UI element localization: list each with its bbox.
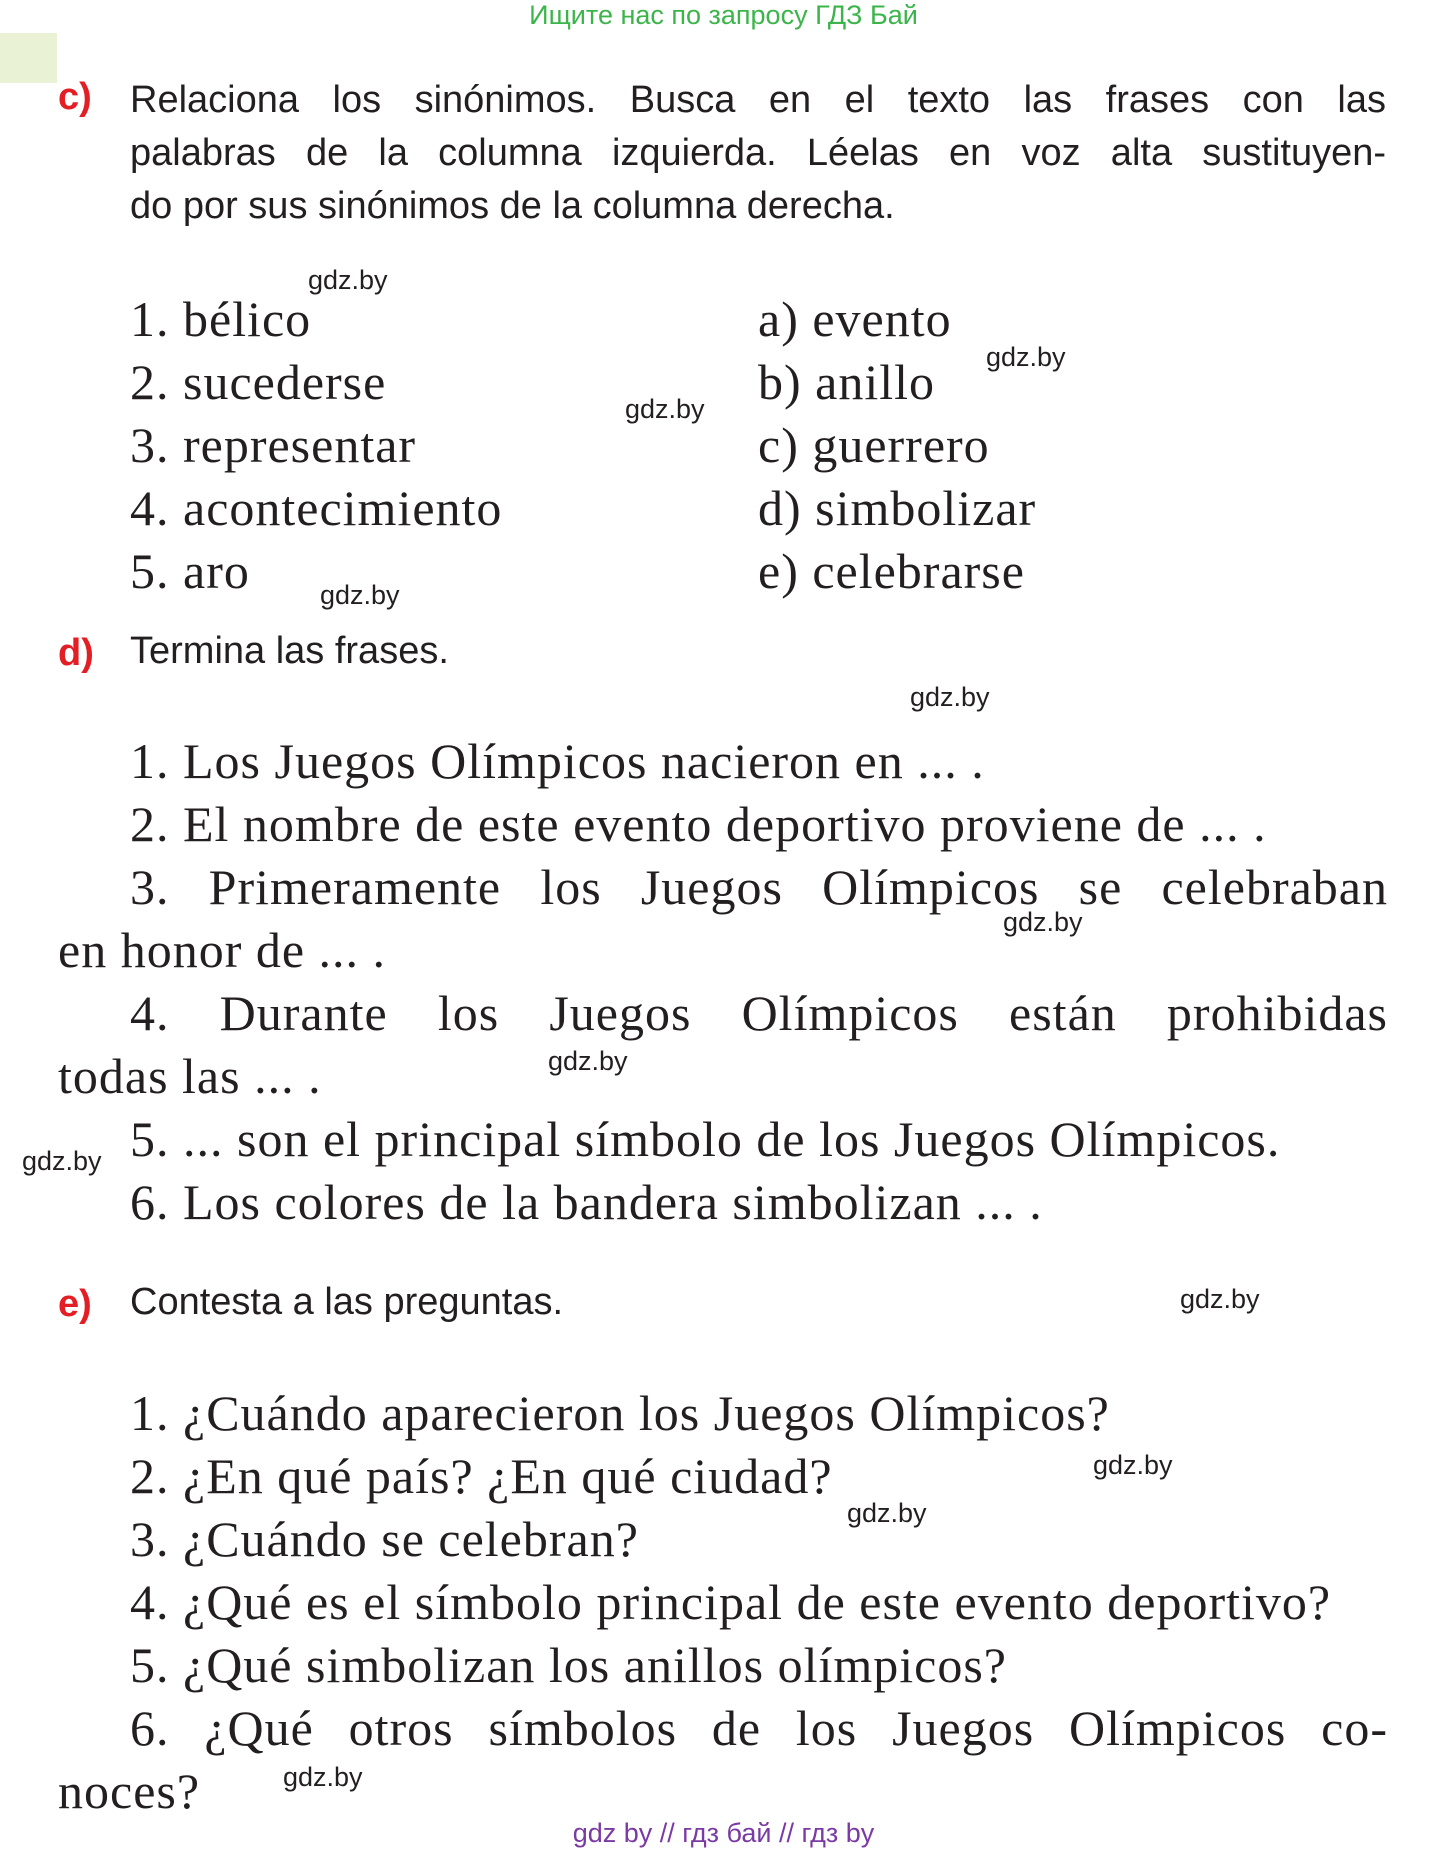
question-item: 3. ¿Cuándo se celebran? [130, 1511, 639, 1567]
synonym-right-c: c) guerrero [758, 417, 990, 473]
instruction-line: do por sus sinónimos de la columna derecha. [130, 185, 895, 227]
question-item: 5. ¿Qué simbolizan los anillos olímpicos? [130, 1637, 1007, 1693]
section-e-instruction: Contesta a las preguntas. [130, 1281, 564, 1323]
question-item-continuation: noces? [58, 1763, 201, 1819]
top-banner: Ищите нас по запросу ГДЗ Бай [529, 0, 918, 30]
section-d-instruction: Termina las frases. [130, 630, 449, 672]
question-item: 6. ¿Qué otros símbolos de los Juegos Olímpicos co- [130, 1700, 1388, 1756]
section-e-letter: e) [58, 1283, 92, 1325]
question-item: 1. ¿Cuándo aparecieron los Juegos Olímpicos? [130, 1385, 1110, 1441]
synonym-left-2: 2. sucederse [130, 354, 387, 410]
watermark: gdz.by [22, 1146, 102, 1176]
watermark: gdz.by [1093, 1450, 1173, 1480]
synonym-left-5: 5. aro [130, 543, 250, 599]
synonym-right-d: d) simbolizar [758, 480, 1037, 536]
section-d-letter: d) [58, 632, 94, 674]
sentence-item: 4. Durante los Juegos Olímpicos están prohibidas [130, 985, 1388, 1041]
watermark: gdz.by [548, 1046, 628, 1076]
instruction-line: palabras de la columna izquierda. Léelas en voz alta sustituyen- [130, 132, 1386, 174]
synonym-left-4: 4. acontecimiento [130, 480, 503, 536]
sentence-item: 5. ... son el principal símbolo de los Juegos Olímpicos. [130, 1111, 1281, 1167]
question-item: 2. ¿En qué país? ¿En qué ciudad? [130, 1448, 833, 1504]
watermark: gdz.by [320, 580, 400, 610]
question-item: 4. ¿Qué es el símbolo principal de este evento deportivo? [130, 1574, 1332, 1630]
synonym-right-a: a) evento [758, 291, 952, 347]
sentence-item-continuation: en honor de ... . [58, 922, 387, 978]
synonym-right-b: b) anillo [758, 354, 936, 410]
footer-links: gdz by // гдз бай // гдз by [572, 1818, 875, 1848]
watermark: gdz.by [847, 1498, 927, 1528]
synonym-left-3: 3. representar [130, 417, 417, 473]
synonym-left-1: 1. bélico [130, 291, 312, 347]
watermark: gdz.by [283, 1762, 363, 1792]
watermark: gdz.by [910, 682, 990, 712]
watermark: gdz.by [1003, 907, 1083, 937]
sentence-item: 1. Los Juegos Olímpicos nacieron en ... . [130, 733, 985, 789]
sentence-item-continuation: todas las ... . [58, 1048, 322, 1104]
section-c-instruction [130, 74, 1386, 233]
sentence-item: 2. El nombre de este evento deportivo proviene de ... . [130, 796, 1267, 852]
sentence-item: 6. Los colores de la bandera simbolizan ... . [130, 1174, 1043, 1230]
page-corner-tab [0, 33, 57, 83]
section-c-letter: c) [58, 76, 92, 118]
synonym-right-e: e) celebrarse [758, 543, 1025, 599]
sentence-item: 3. Primeramente los Juegos Olímpicos se celebraban [130, 859, 1388, 915]
watermark: gdz.by [625, 394, 705, 424]
watermark: gdz.by [1180, 1284, 1260, 1314]
instruction-line: Relaciona los sinónimos. Busca en el texto las frases con las [130, 79, 1386, 121]
watermark: gdz.by [308, 265, 388, 295]
watermark: gdz.by [986, 342, 1066, 372]
